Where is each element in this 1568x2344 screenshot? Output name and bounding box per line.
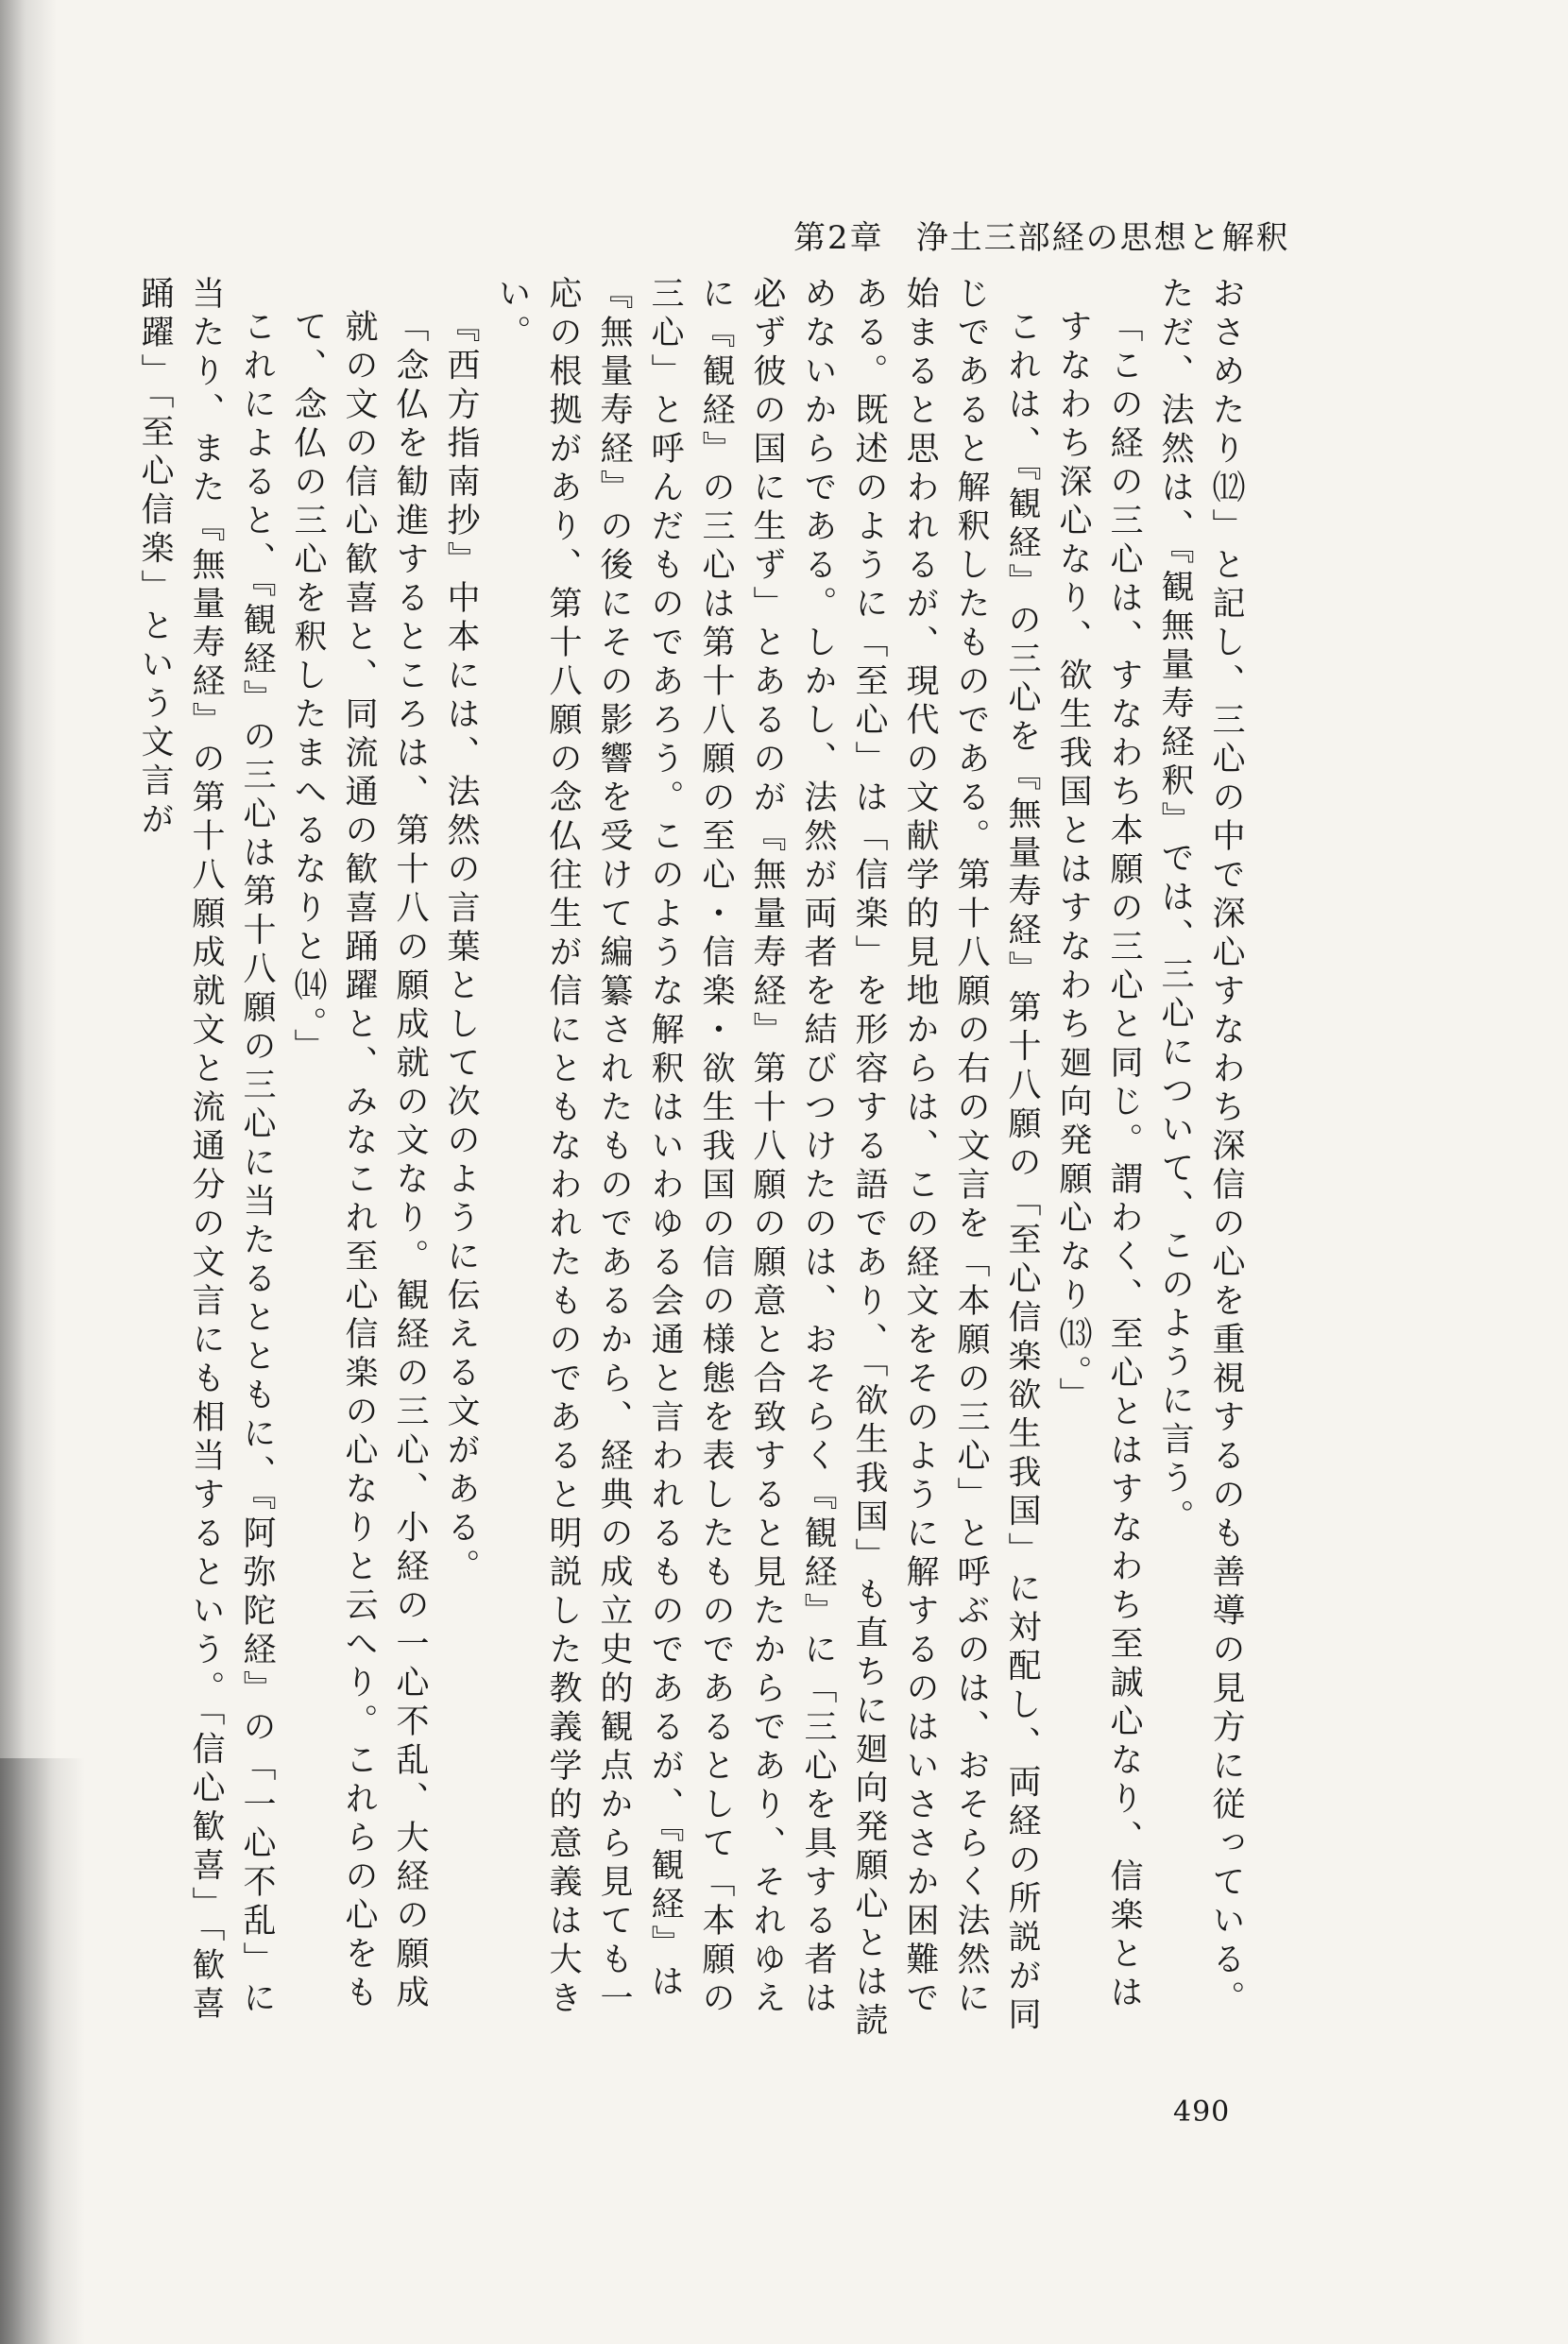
scan-shadow-bottom-left [0,1758,85,2344]
page-number: 490 [1173,2096,1231,2129]
chapter-number: 第2章 [793,219,884,257]
running-head [793,212,1290,258]
chapter-title: 浄土三部経の思想と解釈 [915,219,1290,257]
vertical-body-text [136,276,1252,2043]
paragraph-continued: おさめたり⑿」と記し、三心の中で深心すなわち深信の心を重視するのも善導の見方に従っている。ただ、法然は、『観無量寿経釈』では、三心について、このように言う。 [1156,276,1245,2019]
paragraph: これによると、『観経』の三心は第十八願の三心に当たるとともに、『阿弥陀経』の「一心不乱」に当たり、また『無量寿経』の第十八願成就文と流通分の文言にも相当するという。「信心歓喜」「歓喜踊躍」「至心信楽」という文言が [136,276,276,2025]
quotation-block: 「この経の三心は、すなわち本願の三心と同じ。謂わく、至心とはすなわち至誠心なり、信楽とはすなわち深心なり、欲生我国とはすなわち廻向発願心なり⒀。」 [1054,309,1143,2013]
quotation-block: 「念仏を勧進するところは、第十八の願成就の文なり。観経の三心、小経の一心不乱、大経の願成就の文の信心歓喜と、同流通の歓喜踊躍と、みなこれ至心信楽の心なりと云へり。これらの心をもて、念仏の三心を釈したまへるなりと⒁。」 [289,309,429,2013]
paragraph: これは、『観経』の三心を『無量寿経』第十八願の「至心信楽欲生我国」に対配し、両経の所説が同じであると解釈したものである。第十八願の右の文言を「本願の三心」と呼ぶのは、おそらく法然に始まると思われるが、現代の文献学的見地からは、この経文をそのように解するのはいささか困難である。既述のように「至心」は「信楽」を形容する語であり、「欲生我国」も直ちに廻向発願心とは読めないからである。しかし、法然が両者を結びつけたのは、おそらく『観経』に「三心を具する者は必ず彼の国に生ず」とあるのが『無量寿経』第十八願の願意と合致すると見たからであり、それゆえに『観経』の三心は第十八願の至心・信楽・欲生我国の信の様態を表したものであるとして「本願の三心」と呼んだものであろう。このような解釈はいわゆる会通と言われるものであるが、『観経』は『無量寿経』の後にその影響を受けて編纂されたものであるから、経典の成立史的観点から見ても一応の根拠があり、第十八願の念仏往生が信にともなわれたものであると明説した教義学的意義は大きい。 [493,276,1041,2042]
paragraph: 『西方指南抄』中本には、法然の言葉として次のように伝える文がある。 [442,309,480,1587]
